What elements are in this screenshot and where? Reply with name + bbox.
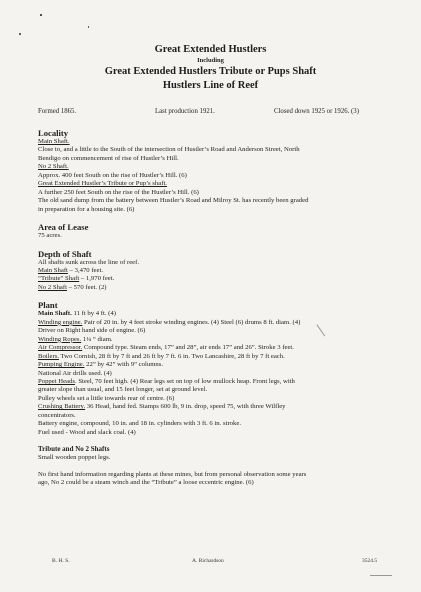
tribute-shafts-heading: Tribute and No 2 Shafts <box>38 445 110 454</box>
closed-date: Closed down 1925 or 1926. (3) <box>274 108 359 115</box>
air-compressor-label: Air Compressor. <box>38 344 83 352</box>
plant-fuel: Fuel used - Wood and slack coal. (4) <box>38 428 136 436</box>
document-body <box>38 128 390 488</box>
footer-reference: 3524.5 <box>362 558 378 564</box>
lease-heading: Area of Lease <box>38 222 89 233</box>
depth-no2-shaft <box>38 284 390 292</box>
poppet-heads-text: . Steel, 70 feet high. (4) Rear legs set on top of low mullock heap. Front legs, with <box>74 377 295 385</box>
scan-mark <box>370 575 392 576</box>
document-title: Great Extended Hustlers <box>154 44 267 55</box>
depth-tribute-value: – 1,970 feet. <box>79 275 115 283</box>
plant-heading: Plant <box>38 300 58 311</box>
last-production: Last production 1921. <box>155 108 215 115</box>
closing-note-cont: ago, No 2 could be a steam winch and the “Tribute” a loose eccentric engine. (6) <box>38 479 254 487</box>
plant-battery-engine: Battery engine, compound, 10 in. and 18 in. cylinders with 3 ft. 6 in. stroke. <box>38 420 242 428</box>
depth-main-shaft <box>38 267 390 275</box>
depth-heading: Depth of Shaft <box>38 248 92 259</box>
tribute-shaft-location: A further 250 feet South on the rise of the Hustler’s Hill. (6) <box>38 188 199 196</box>
winding-engine-label: Winding engine. <box>38 318 83 326</box>
crushing-battery-label: Crushing Battery. <box>38 403 86 411</box>
closing-note: No first hand information regarding plants at these mines, but from personal observation some years <box>38 470 307 478</box>
winding-engine-driver: Driver on Right hand side of engine. (6) <box>38 327 146 335</box>
boilers-label: Boilers. <box>38 352 59 360</box>
pumping-engine-text: 22” by 42” with 9” columns. <box>84 361 164 369</box>
plant-winding-ropes <box>38 336 390 344</box>
winding-ropes-text: 1¼ “ diam. <box>81 335 113 343</box>
scan-speck <box>88 26 89 28</box>
poppet-heads-label: Poppet Heads <box>38 377 75 385</box>
boilers-text: Two Cornish, 28 ft by 7 ft and 26 ft by 7 ft. 6 in. Two Lancashire, 28 ft by 7 ft each. <box>59 352 285 360</box>
plant-main-shaft <box>38 310 390 318</box>
plant-main-shaft-value: 11 ft by 4 ft. (4) <box>71 310 116 318</box>
plant-pumping-engine <box>38 361 390 369</box>
plant-air-drills: National Air drills used. (4) <box>38 369 112 377</box>
depth-no2-value: – 570 feet. (2) <box>66 283 107 291</box>
plant-pulley-wheels: Pulley wheels set a little towards rear of centre. (6) <box>38 394 175 402</box>
plant-poppet-heads <box>38 378 390 386</box>
main-shaft-location-cont: Bendigo on commencement of rise of Hustler’s Hill. <box>38 154 179 162</box>
title-including: Including <box>197 57 224 64</box>
tribute-shafts-text: Small wooden poppet legs. <box>38 454 111 462</box>
document-subtitle-reef: Hustlers Line of Reef <box>162 80 259 91</box>
plant-air-compressor <box>38 344 390 352</box>
depth-main-label: Main Shaft <box>38 266 68 274</box>
crushing-battery-cont: concentrators. <box>38 411 76 419</box>
document-subtitle: Great Extended Hustlers Tribute or Pups Shaft <box>104 66 317 77</box>
winding-ropes-label: Winding Ropes. <box>38 335 82 343</box>
winding-engine-text: Pair of 20 in. by 4 feet stroke winding engines. (4) Steel (6) drums 8 ft. diam. (4) <box>82 318 301 326</box>
formed-date: Formed 1865. <box>38 108 77 115</box>
tribute-shaft-label: Great Extended Hustler’s Tribute or Pup’s shaft. <box>38 180 167 188</box>
no2-shaft-location: Approx. 400 feet South on the rise of Hustler’s Hill. (6) <box>38 171 187 179</box>
sand-dump-note-cont: in preparation for a housing site. (6) <box>38 205 135 213</box>
locality-heading: Locality <box>38 128 69 138</box>
pumping-engine-label: Pumping Engine. <box>38 361 85 369</box>
poppet-heads-cont: greater slope than usual, and 15 feet longer, set at ground level. <box>38 386 208 394</box>
footer-left: B. H. S. <box>52 558 70 564</box>
plant-main-shaft-label: Main Shaft. <box>38 310 72 318</box>
main-shaft-label: Main Shaft. <box>38 138 70 145</box>
depth-intro: All shafts sunk across the line of reef. <box>38 258 140 266</box>
lease-value: 75 acres. <box>38 232 62 240</box>
depth-tribute-label: “Tribute” Shaft <box>38 275 80 283</box>
scan-speck <box>40 14 42 16</box>
plant-crushing-battery <box>38 403 390 411</box>
footer-author: A. Richardson <box>192 558 224 564</box>
main-shaft-location: Close to, and a little to the South of the intersection of Hustler’s Road and Anderson Street, North <box>38 146 300 154</box>
sand-dump-note: The old sand dump from the battery between Hustler’s Road and Milroy St. has recently been graded <box>38 197 309 205</box>
depth-tribute-shaft <box>38 275 390 283</box>
crushing-battery-text: 36 Head, hand fed. Stamps 600 lb, 9 in. drop, speed 75, with three Wilfley <box>85 403 286 411</box>
plant-boilers <box>38 353 390 361</box>
depth-main-value: – 3,470 feet. <box>67 266 104 274</box>
depth-no2-label: No 2 Shaft <box>38 283 67 291</box>
no2-shaft-label: No 2 Shaft. <box>38 163 69 171</box>
air-compressor-text: Compound type. Steam ends, 17” and 28”, air ends 17” and 26”. Stroke 3 feet. <box>82 344 294 352</box>
scan-speck <box>19 33 21 35</box>
plant-winding-engine <box>38 319 390 327</box>
